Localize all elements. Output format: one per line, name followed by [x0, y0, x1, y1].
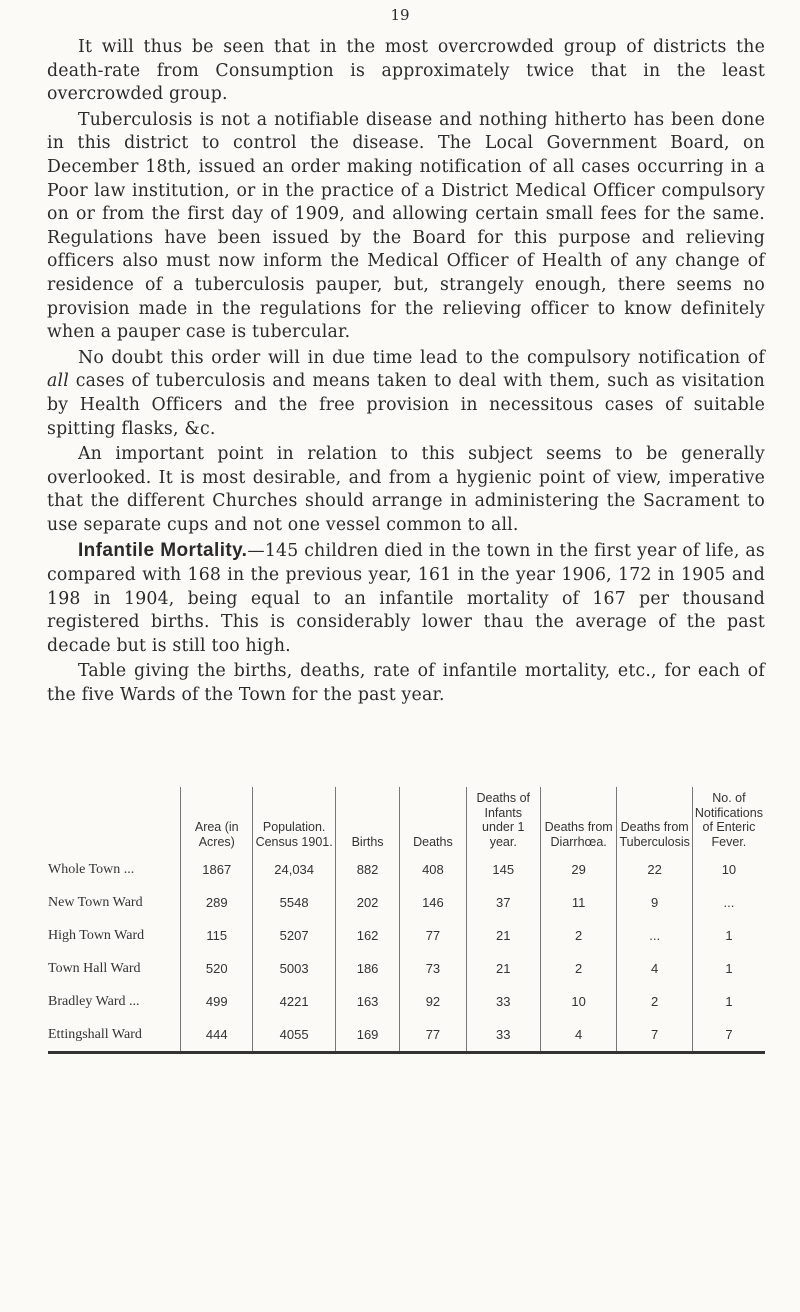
cell-diarrhoea-deaths: 10 — [540, 985, 617, 1018]
cell-diarrhoea-deaths: 2 — [540, 919, 617, 952]
cell-deaths: 77 — [400, 919, 466, 952]
cell-area: 115 — [181, 919, 253, 952]
p3-text-before: No doubt this order will in due time lead to the compulsory notification of — [78, 347, 765, 368]
cell-tuberculosis-deaths: 4 — [617, 952, 692, 985]
cell-population: 24,034 — [253, 853, 336, 886]
header-ward — [48, 787, 181, 853]
cell-tuberculosis-deaths: 7 — [617, 1018, 692, 1053]
p3-text-after: cases of tuberculosis and means taken to deal with them, such as visitation by Health Officers and the free provision in necessitous cases of suitable spitting flasks, &c. — [47, 371, 765, 439]
cell-tuberculosis-deaths: 2 — [617, 985, 692, 1018]
cell-deaths: 77 — [400, 1018, 466, 1053]
cell-enteric-notifications: 1 — [692, 952, 765, 985]
cell-infant-deaths: 33 — [466, 985, 540, 1018]
cell-births: 162 — [335, 919, 399, 952]
table-row — [48, 952, 765, 985]
table-row — [48, 853, 765, 886]
table-row — [48, 1018, 765, 1053]
cell-enteric-notifications: 1 — [692, 985, 765, 1018]
cell-deaths: 73 — [400, 952, 466, 985]
header-tuberculosis-deaths: Deaths from Tuberculosis — [617, 787, 692, 853]
cell-ward: Ettingshall Ward — [48, 1018, 181, 1053]
header-enteric-notifications: No. of Notifications of Enteric Fever. — [692, 787, 765, 853]
header-population: Population. Census 1901. — [253, 787, 336, 853]
cell-diarrhoea-deaths: 4 — [540, 1018, 617, 1053]
p3-emphasis: all — [47, 371, 69, 392]
cell-infant-deaths: 37 — [466, 886, 540, 919]
cell-enteric-notifications: 7 — [692, 1018, 765, 1053]
table-row — [48, 886, 765, 919]
header-deaths: Deaths — [400, 787, 466, 853]
header-infant-deaths: Deaths of Infants under 1 year. — [466, 787, 540, 853]
cell-infant-deaths: 21 — [466, 919, 540, 952]
cell-population: 5003 — [253, 952, 336, 985]
cell-births: 169 — [335, 1018, 399, 1053]
body-text — [47, 36, 765, 714]
paragraph-table-caption: Table giving the births, deaths, rate of infantile mortality, etc., for each of the five Wards of the Town for the past year. — [47, 661, 765, 706]
cell-enteric-notifications: 1 — [692, 919, 765, 952]
infantile-mortality-heading: Infantile Mortality. — [78, 540, 248, 562]
table-row — [48, 985, 765, 1018]
cell-enteric-notifications: 10 — [692, 853, 765, 886]
cell-infant-deaths: 33 — [466, 1018, 540, 1053]
paragraph-compulsory-notification — [47, 347, 765, 441]
cell-area: 289 — [181, 886, 253, 919]
cell-ward: High Town Ward — [48, 927, 145, 943]
cell-diarrhoea-deaths: 29 — [540, 853, 617, 886]
cell-ward: Whole Town ... — [48, 861, 135, 877]
cell-area: 444 — [181, 1018, 253, 1053]
paragraph-tuberculosis-notification: Tuberculosis is not a notifiable disease and nothing hitherto has been done in this district to control the disease. The Local Government Board, on December 18th, issued an order making notification of all cases occurring in a Poor law institution, or in the practice of a District Medical Officer compulsory on or from the first day of 1909, and allowing certain small fees for the same. Regulations have been issued by the Board for this purpose and relieving officers also must now inform the Medical Officer of Health of any change of residence of a tuberculosis pauper, but, strangely enough, there seems no provision made in the regulations for the relieving officer to know definitely when a pauper case is tubercular. — [47, 109, 765, 343]
paragraph-consumption-rate: It will thus be seen that in the most overcrowded group of districts the death-rate from Consumption is approximately twice that in the least overcrowded group. — [47, 37, 765, 105]
cell-deaths: 92 — [400, 985, 466, 1018]
cell-area: 520 — [181, 952, 253, 985]
cell-population: 5207 — [253, 919, 336, 952]
cell-births: 163 — [335, 985, 399, 1018]
cell-births: 186 — [335, 952, 399, 985]
cell-diarrhoea-deaths: 11 — [540, 886, 617, 919]
cell-area: 499 — [181, 985, 253, 1018]
cell-deaths: 146 — [400, 886, 466, 919]
cell-ward: New Town Ward — [48, 894, 143, 910]
paragraph-sacrament-cups: An important point in relation to this subject seems to be generally overlooked. It is most desirable, and from a hygienic point of view, imperative that the different Churches should arrange in administering the Sacrament to use separate cups and not one vessel common to all. — [47, 444, 765, 535]
cell-enteric-notifications: ... — [692, 886, 765, 919]
cell-births: 882 — [335, 853, 399, 886]
header-area: Area (in Acres) — [181, 787, 253, 853]
cell-ward: Town Hall Ward — [48, 960, 141, 976]
cell-tuberculosis-deaths: ... — [617, 919, 692, 952]
cell-infant-deaths: 145 — [466, 853, 540, 886]
cell-births: 202 — [335, 886, 399, 919]
paragraph-infantile-mortality — [47, 539, 765, 658]
cell-tuberculosis-deaths: 22 — [617, 853, 692, 886]
ward-statistics-table — [48, 787, 765, 1054]
table-row — [48, 919, 765, 952]
cell-population: 4055 — [253, 1018, 336, 1053]
header-diarrhoea-deaths: Deaths from Diarrhœa. — [540, 787, 617, 853]
page-number: 19 — [390, 6, 410, 24]
cell-ward: Bradley Ward ... — [48, 993, 140, 1009]
cell-population: 5548 — [253, 886, 336, 919]
infantile-mortality-text: —145 children died in the town in the first year of life, as compared with 168 in the previous year, 161 in the year 1906, 172 in 1905 and 198 in 1904, being equal to an infantile mortality of 167 per thousand registered births. This is considerably lower thau the average of the past decade but is still too high. — [47, 541, 765, 656]
cell-area: 1867 — [181, 853, 253, 886]
cell-population: 4221 — [253, 985, 336, 1018]
header-births: Births — [335, 787, 399, 853]
cell-deaths: 408 — [400, 853, 466, 886]
cell-tuberculosis-deaths: 9 — [617, 886, 692, 919]
table-header-row — [48, 787, 765, 853]
cell-infant-deaths: 21 — [466, 952, 540, 985]
cell-diarrhoea-deaths: 2 — [540, 952, 617, 985]
